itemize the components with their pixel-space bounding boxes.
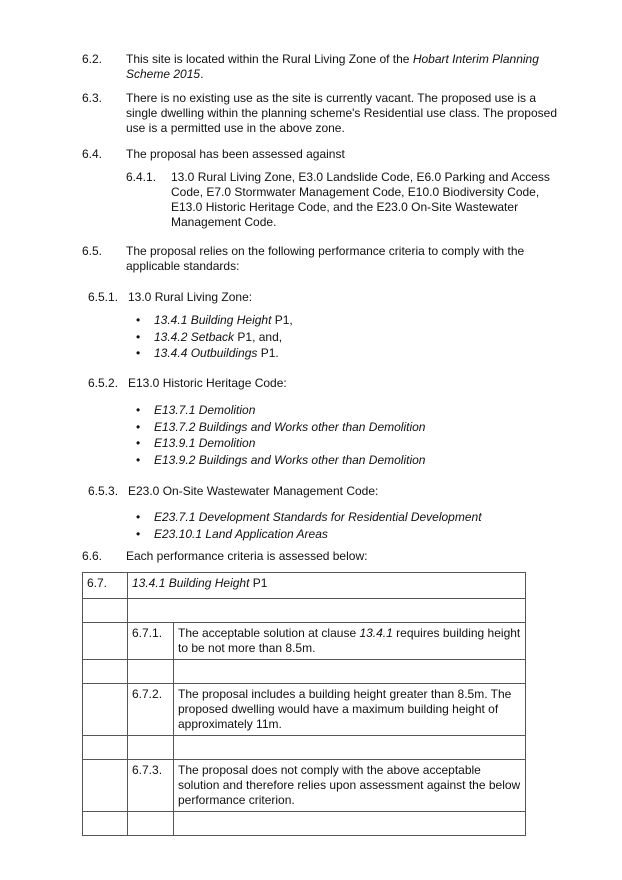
table-row (83, 599, 526, 623)
para-number: 6.5.3. (88, 484, 119, 498)
table-row (83, 812, 526, 836)
table-cell: 6.7.3. (128, 760, 174, 812)
table-row (83, 660, 526, 684)
para-text: There is no existing use as the site is currently vacant. The proposed use is a single dwelling within the planning scheme's Residential use class. The proposed use is a permitted use in the above zone. (126, 91, 557, 135)
table-cell: The proposal does not comply with the above acceptable solution and therefore relies upon assessment against the below performance criterion. (174, 760, 526, 812)
table-cell: 6.7.2. (128, 684, 174, 736)
list-item: • E13.9.2 Buildings and Works other than Demolition (136, 453, 425, 470)
table-row (83, 573, 526, 599)
para-number: 6.5.1. (88, 290, 119, 304)
list-item: • 13.4.4 Outbuildings P1. (136, 346, 293, 363)
table-row (83, 684, 526, 736)
table-row (83, 623, 526, 660)
list-item: • E13.7.1 Demolition (136, 403, 425, 420)
bullet-list (136, 313, 293, 363)
scheme-name: Hobart Interim Planning Scheme 2015 (126, 52, 539, 81)
para-number: 6.6. (82, 549, 103, 563)
para-text: The proposal has been assessed against (126, 147, 345, 161)
table-row (83, 736, 526, 760)
list-item: • E13.7.2 Buildings and Works other than Demolition (136, 420, 425, 437)
table-cell: 6.7.1. (128, 623, 174, 660)
para-text: Each performance criteria is assessed below: (126, 549, 368, 563)
para-number: 6.2. (82, 52, 103, 66)
para-text: E13.0 Historic Heritage Code: (128, 376, 287, 390)
table-cell: The acceptable solution at clause 13.4.1 requires building height to be not more than 8.5m. (174, 623, 526, 660)
para-number: 6.4. (82, 147, 103, 161)
table-cell: 6.7. (83, 573, 128, 599)
para-text: E23.0 On-Site Wastewater Management Code: (128, 484, 379, 498)
list-item: • E23.7.1 Development Standards for Residential Development (136, 510, 482, 527)
para-text: 13.0 Rural Living Zone, E3.0 Landslide Code, E6.0 Parking and Access Code, E7.0 Stormwater Management Code, E10.0 Biodiversity Code, E13.0 Historic Heritage Code, and the E23.0 On-Site Wastewater Management Code. (171, 170, 550, 229)
para-text: The proposal relies on the following performance criteria to comply with the applicable standards: (126, 244, 525, 273)
bullet-list (136, 403, 425, 469)
para-number: 6.5.2. (88, 376, 119, 390)
performance-criteria-table (82, 572, 526, 836)
para-text: This site is located within the Rural Living Zone of the Hobart Interim Planning Scheme 2015. (126, 52, 539, 81)
para-number: 6.5. (82, 244, 103, 258)
list-item: • E13.9.1 Demolition (136, 436, 425, 453)
para-text: 13.0 Rural Living Zone: (128, 290, 253, 304)
para-number: 6.4.1. (126, 170, 157, 184)
para-number: 6.3. (82, 91, 103, 105)
bullet-list (136, 510, 482, 543)
table-cell: 13.4.1 Building Height P1 (128, 573, 526, 599)
table-row (83, 760, 526, 812)
list-item: • E23.10.1 Land Application Areas (136, 527, 482, 544)
table-cell: The proposal includes a building height greater than 8.5m. The proposed dwelling would have a maximum building height of approximately 11m. (174, 684, 526, 736)
list-item: • 13.4.2 Setback P1, and, (136, 330, 293, 347)
list-item: • 13.4.1 Building Height P1, (136, 313, 293, 330)
